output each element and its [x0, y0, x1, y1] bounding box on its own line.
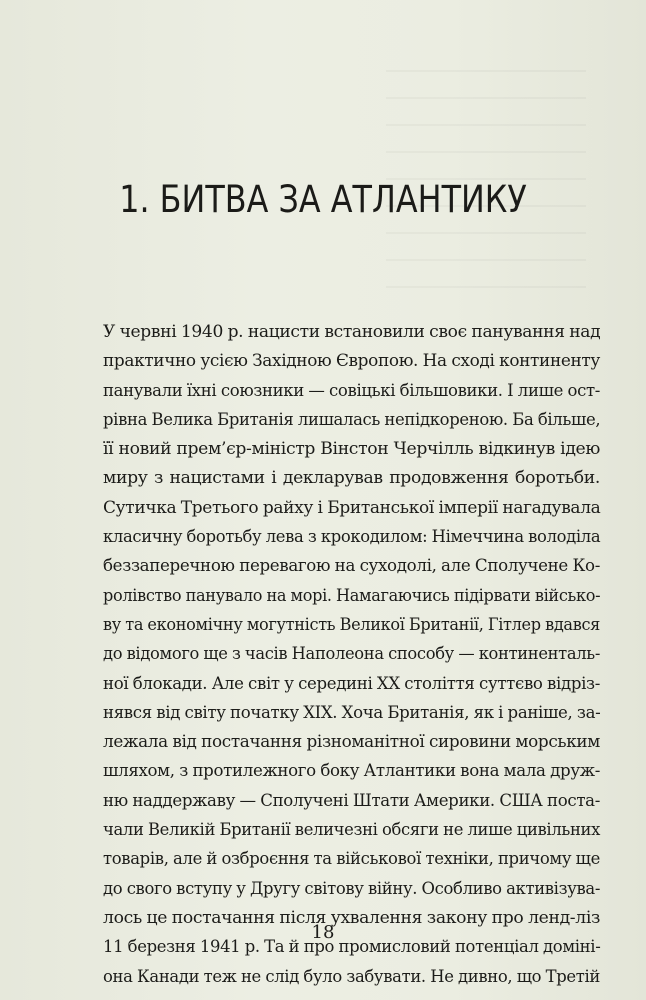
text-line: миру з нацистами і декларував продовження боротьби. [103, 468, 600, 489]
text-line: ної блокади. Але світ у середині XX століття суттєво відріз- [103, 673, 600, 694]
text-line: лежала від постачання різноманітної сировини морським [103, 732, 600, 753]
text-line: У червні 1940 р. нацисти встановили своє панування над [103, 322, 601, 342]
text-line: до відомого ще з часів Наполеона способу — континенталь- [103, 644, 600, 665]
text-line: ву та економічну могутність Великої Британії, Гітлер вдався [103, 614, 600, 635]
text-line: Сутичка Третього райху і Британської імперії нагадувала [103, 497, 601, 518]
text-line: шляхом, з протилежного боку Атлантики вона мала друж- [103, 761, 600, 782]
body-text [103, 318, 600, 992]
text-line: чали Великій Британії величезні обсяги не лише цивільних [103, 820, 600, 841]
text-line: практично усією Західною Європою. На сході континенту [103, 351, 600, 372]
text-line: товарів, але й озброєння та військової техніки, причому ще [103, 849, 600, 870]
text-line: лось це постачання після ухвалення закону про ленд-ліз [103, 907, 600, 928]
page-number: 18 [311, 922, 335, 943]
text-line: 11 березня 1941 р. Та й про промисловий потенціал доміні- [103, 937, 601, 958]
text-line: она Канади теж не слід було забувати. Не дивно, що Третій [103, 966, 600, 987]
text-line: до свого вступу у Другу світову війну. Особливо активізува- [103, 878, 601, 899]
text-line: ню наддержаву — Сполучені Штати Америки. США поста- [103, 790, 600, 811]
text-line: беззаперечною перевагою на суходолі, але Сполучене Ко- [103, 556, 600, 577]
text-line: її новий прем’єр-міністр Вінстон Черчілль відкинув ідею [103, 439, 600, 460]
text-line: класичну боротьбу лева з крокодилом: Німеччина володіла [103, 527, 601, 548]
text-line: рівна Велика Британія лишалась непідкореною. Ба більше, [103, 409, 601, 430]
text-line: нявся від світу початку XIX. Хоча Британія, як і раніше, за- [103, 702, 601, 723]
chapter-title: 1. БИТВА ЗА АТЛАНТИКУ [119, 178, 527, 221]
text-line: ролівство панувало на морі. Намагаючись підірвати військо- [103, 585, 601, 606]
text-line: панували їхні союзники — совіцькі більшовики. І лише ост- [103, 380, 600, 401]
